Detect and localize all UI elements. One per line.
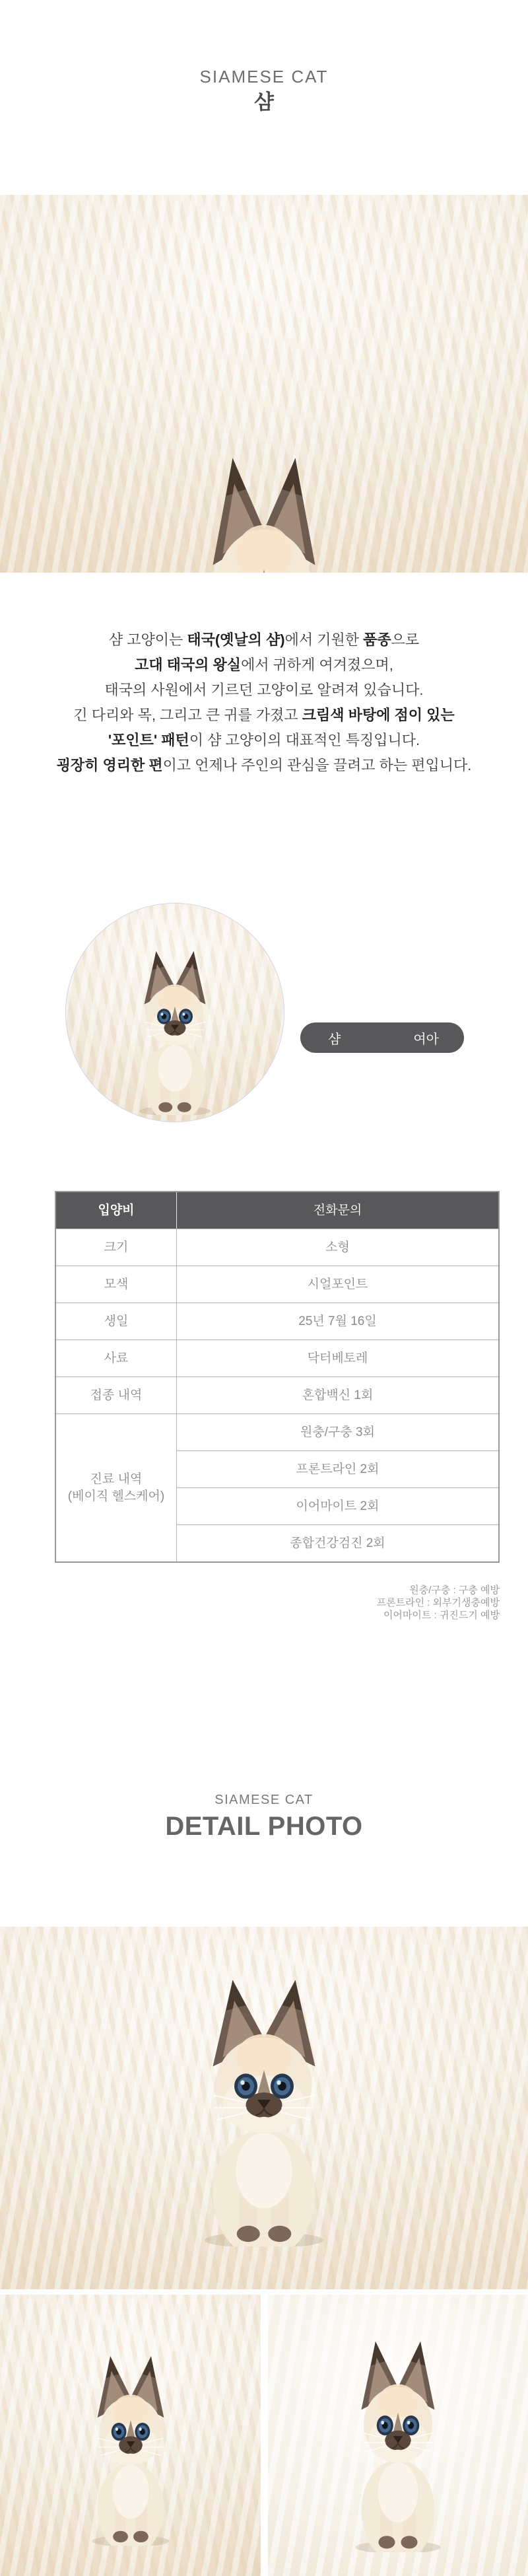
description-text-bold: 고대 태국의 왕실 (135, 657, 242, 673)
hero-photo (0, 195, 528, 573)
detail-photo-bottom-left (0, 2295, 261, 2576)
row-vaccination-label: 접종 내역 (56, 1377, 176, 1413)
note-line: 이어마이트 : 귀진드기 예방 (383, 1610, 500, 1621)
row-coat-value: 시얼포인트 (176, 1266, 498, 1303)
description-text: 이 샴 고양이의 대표적인 특징입니다. (189, 732, 420, 748)
badge-sex-label: 여아 (413, 1032, 439, 1047)
table-header-label: 입양비 (56, 1192, 176, 1229)
row-coat-label: 모색 (56, 1266, 176, 1303)
description-text: 긴 다리와 목, 그리고 큰 귀를 가졌고 (73, 707, 302, 723)
description-line (0, 703, 528, 728)
detail-subtitle: SIAMESE CAT (214, 1793, 314, 1807)
care-notes (0, 1584, 500, 1622)
care-group-label-line2: (베이직 헬스케어) (67, 1489, 165, 1503)
description-text: 이고 언제나 주인의 관심을 끌려고 하는 편입니다. (162, 757, 472, 773)
detail-photo-bottom-right (268, 2295, 528, 2576)
row-size-label: 크기 (56, 1229, 176, 1266)
care-group-value: 종합건강검진 2회 (176, 1524, 498, 1561)
row-vaccination-value: 혼합백신 1회 (176, 1377, 498, 1413)
row-birthday-value: 25년 7월 16일 (176, 1303, 498, 1340)
description-text: 태국의 사원에서 기르던 고양이로 알려져 있습니다. (104, 682, 424, 698)
row-size-value: 소형 (176, 1229, 498, 1266)
adoption-info-table (55, 1191, 500, 1563)
note-line: 프론트라인 : 외부기생충예방 (376, 1597, 500, 1608)
top-header (0, 66, 528, 115)
row-food-label: 사료 (56, 1340, 176, 1377)
care-group-value: 원충/구충 3회 (176, 1413, 498, 1450)
description-text: 으로 (391, 631, 420, 648)
description-text: 샴 고양이는 (108, 631, 187, 648)
breed-sex-badge (300, 1022, 464, 1053)
detail-photo-large (0, 1927, 528, 2289)
description-line (0, 653, 528, 678)
description-line (0, 627, 528, 653)
description-text-bold: 품종 (363, 631, 391, 648)
kitten-illustration (66, 2341, 195, 2546)
kitten-illustration (165, 1958, 363, 2246)
description-line (0, 678, 528, 703)
care-group-value: 프론트라인 2회 (176, 1450, 498, 1487)
breed-subtitle: SIAMESE CAT (199, 67, 329, 87)
badge-breed-label: 샴 (328, 1032, 341, 1047)
row-birthday-label: 생일 (56, 1303, 176, 1340)
row-care-group-label (56, 1413, 176, 1561)
description-text-bold: 크림색 바탕에 점이 있는 (302, 707, 455, 723)
detail-photo-header (0, 1791, 528, 1842)
breed-description (0, 627, 528, 778)
row-food-value: 닥터베토레 (176, 1340, 498, 1377)
kitten-illustration (327, 2324, 469, 2552)
description-text-bold: 태국(옛날의 샴) (187, 631, 285, 648)
description-text: 에서 귀하게 여겨졌으며, (241, 657, 393, 673)
care-group-value: 이어마이트 2회 (176, 1487, 498, 1524)
kitten-illustration (116, 938, 234, 1115)
description-line (0, 728, 528, 753)
profile-photo-circle (66, 904, 284, 1122)
description-line (0, 753, 528, 778)
description-text-bold: 굉장히 영리한 편 (56, 757, 163, 773)
note-line: 원충/구충 : 구충 예방 (409, 1585, 500, 1596)
care-group-label-line1: 진료 내역 (90, 1472, 143, 1486)
kitten-illustration (165, 431, 363, 573)
detail-title: DETAIL PHOTO (165, 1812, 363, 1841)
description-text-bold: '포인트' 패턴 (108, 732, 189, 748)
page-title: 샴 (254, 90, 274, 114)
description-text: 에서 기원한 (284, 631, 364, 648)
table-header-value: 전화문의 (176, 1192, 498, 1229)
